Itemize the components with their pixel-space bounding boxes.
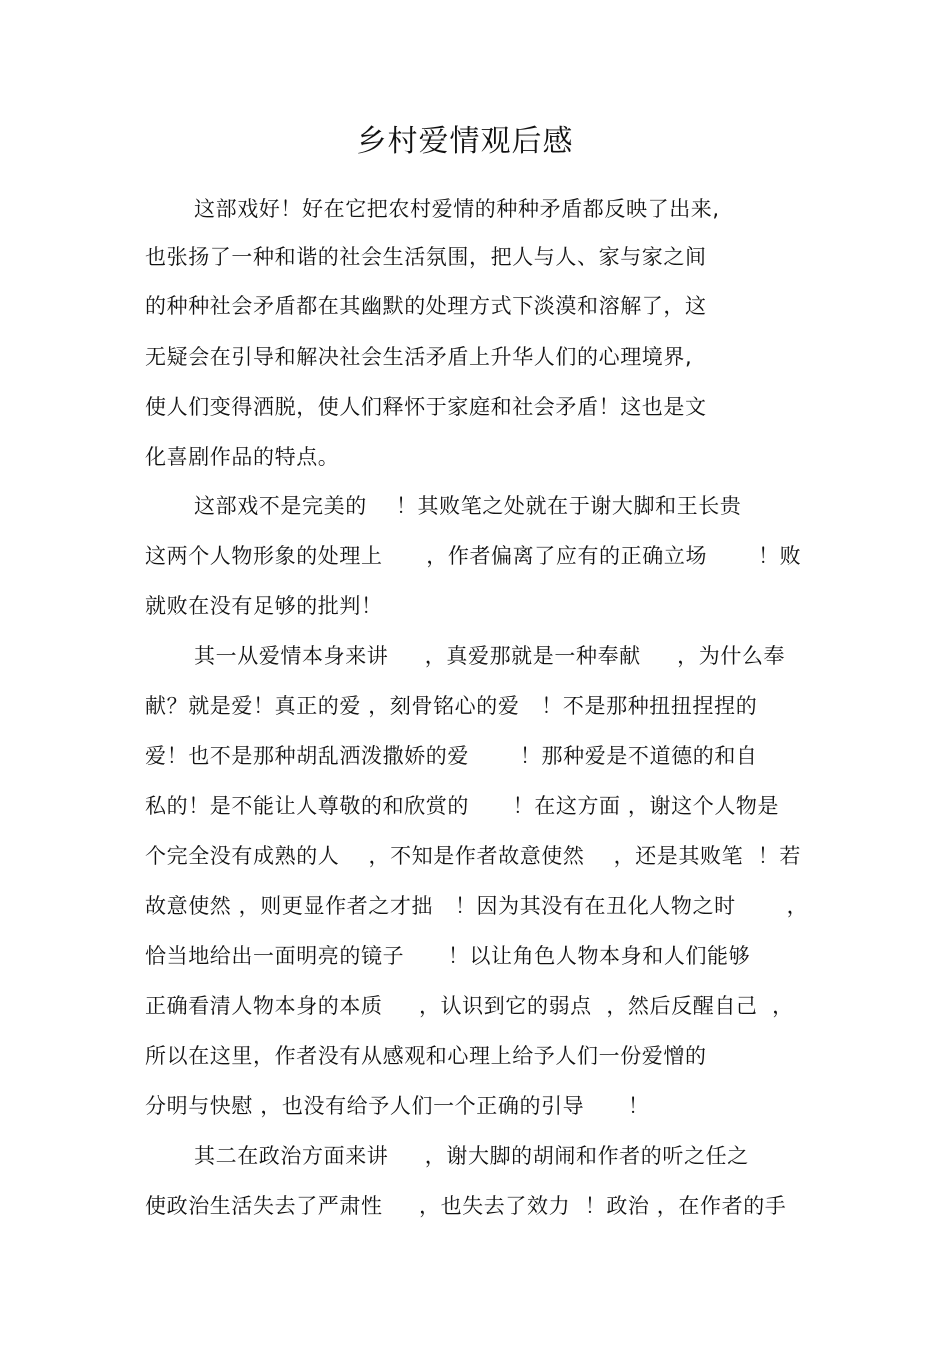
paragraph-3-line-10: 分明与快慰 ，也没有给予人们一个正确的引导 ！ (145, 1094, 650, 1118)
paragraph-3-line-9: 所以在这里，作者没有从感观和心理上给予人们一份爱憎的 (145, 1044, 707, 1068)
paragraph-2-line-3: 就败在没有足够的批判！ (145, 594, 383, 618)
paragraph-3-line-6: 故意使然 ，则更显作者之才拙 ！因为其没有在丑化人物之时 ， (145, 894, 809, 918)
paragraph-1-line-4: 无疑会在引导和解决社会生活矛盾上升华人们的心理境界, (145, 345, 693, 369)
paragraph-2-line-2: 这两个人物形象的处理上 ，作者偏离了应有的正确立场 ！败 (145, 544, 802, 568)
paragraph-3-line-7: 恰当地给出一面明亮的镜子 ！以让角色人物本身和人们能够 (145, 944, 751, 968)
paragraph-3-line-3: 爱！也不是那种胡乱洒泼撒娇的爱 ！那种爱是不道德的和自 (145, 744, 758, 768)
paragraph-1-line-3: 的种种社会矛盾都在其幽默的处理方式下淡漠和溶解了，这 (145, 294, 707, 318)
paragraph-1-line-6: 化喜剧作品的特点。 (145, 445, 340, 469)
paragraph-1-line-1: 这部戏好！好在它把农村爱情的种种矛盾都反映了出来, (194, 197, 720, 221)
paragraph-1-line-5: 使人们变得洒脱，使人们释怀于家庭和社会矛盾！这也是文 (145, 395, 707, 419)
paragraph-3-line-1: 其一从爱情本身来讲 ，真爱那就是一种奉献 ，为什么奉 (194, 644, 786, 668)
paragraph-1-line-2: 也张扬了一种和谐的社会生活氛围，把人与人、家与家之间 (145, 245, 707, 269)
paragraph-4-line-2: 使政治生活失去了严肃性 ，也失去了效力 ！政治 ，在作者的手 (145, 1194, 787, 1218)
paragraph-2-line-1: 这部戏不是完美的 ！其败笔之处就在于谢大脚和王长贵 (194, 494, 742, 518)
document-title: 乡村爱情观后感 (356, 124, 574, 159)
paragraph-3-line-5: 个完全没有成熟的人 ，不知是作者故意使然 ，还是其败笔 ！若 (145, 844, 801, 868)
paragraph-4-line-1: 其二在政治方面来讲 ，谢大脚的胡闹和作者的听之任之 (194, 1144, 749, 1168)
paragraph-3-line-4: 私的！是不能让人尊敬的和欣赏的 ！在这方面 ，谢这个人物是 (145, 794, 780, 818)
paragraph-3-line-8: 正确看清人物本身的本质 ，认识到它的弱点 ，然后反醒自己 ， (145, 994, 794, 1018)
paragraph-3-line-2: 献？就是爱！真正的爱 ，刻骨铭心的爱 ！不是那种扭扭捏捏的 (145, 694, 758, 718)
